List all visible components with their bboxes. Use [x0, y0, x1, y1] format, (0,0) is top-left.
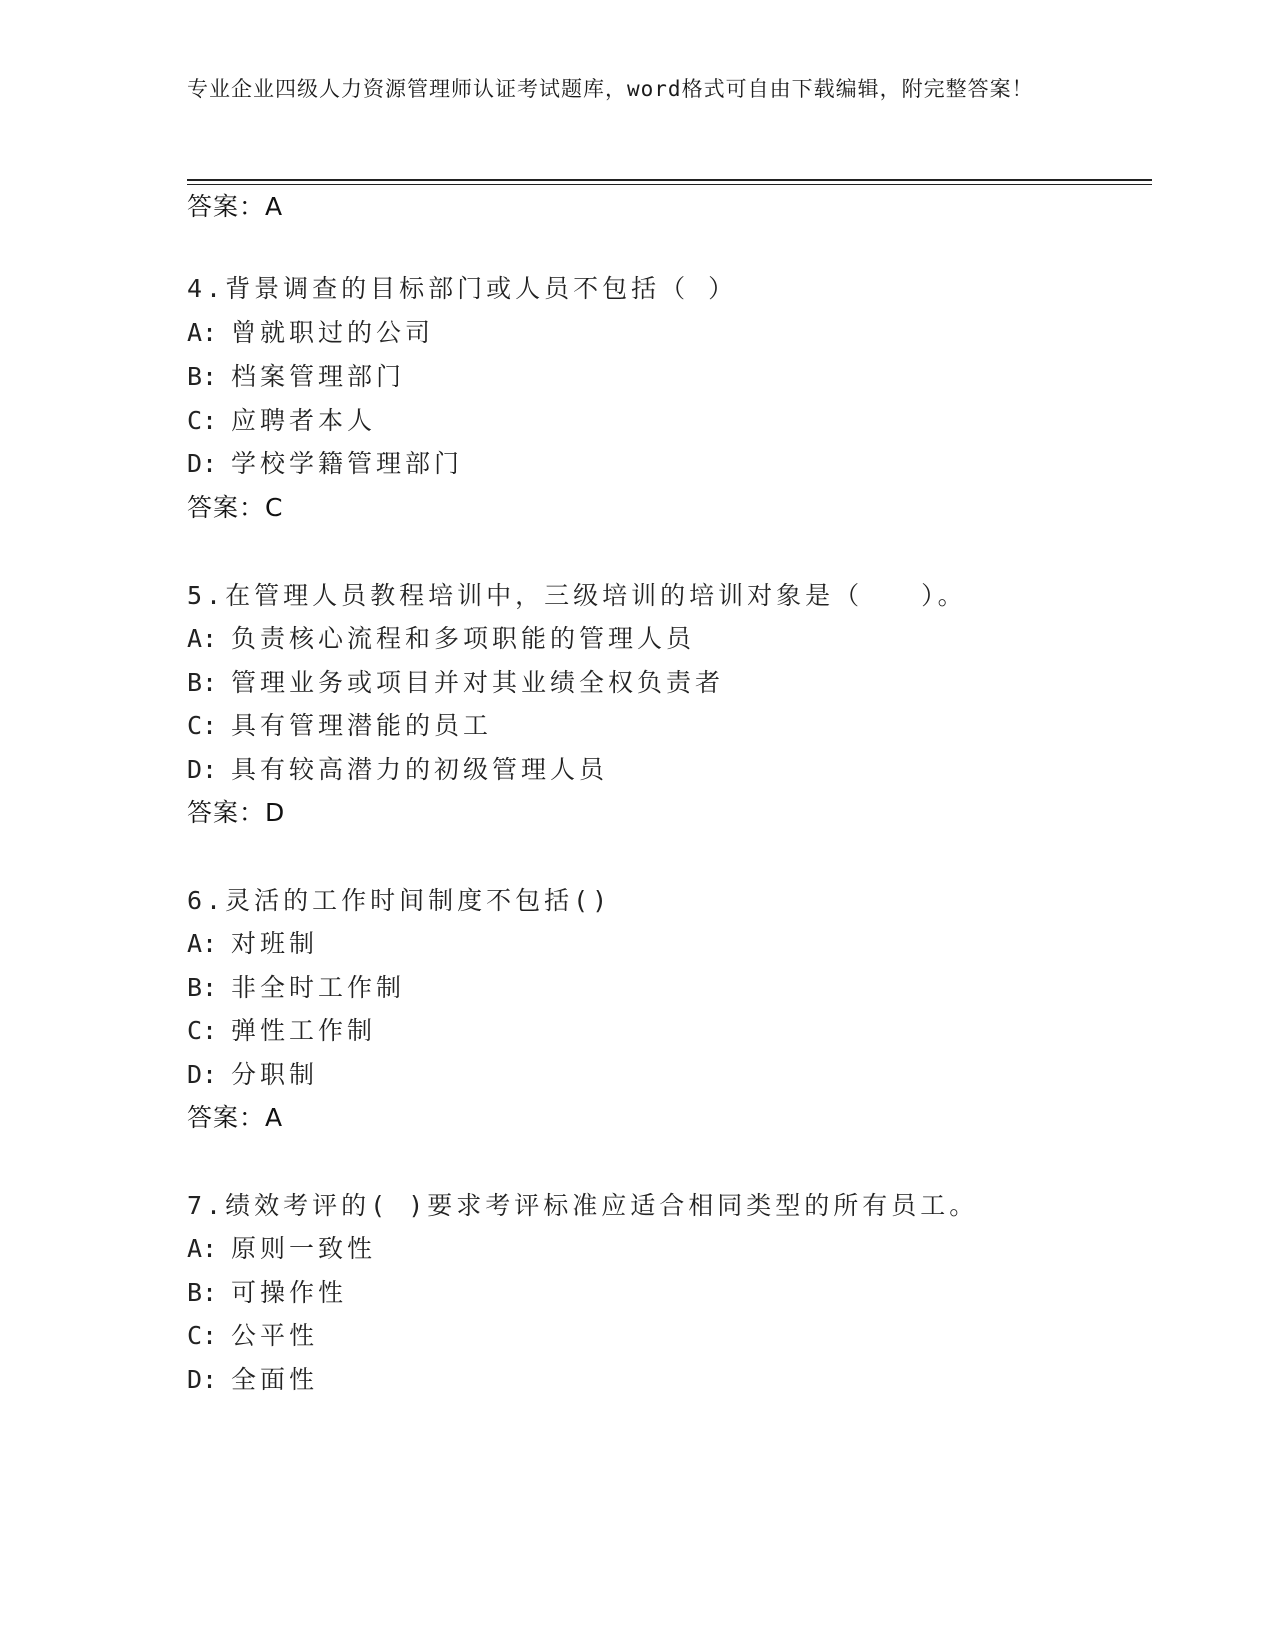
- option-item: [187, 1233, 376, 1265]
- option-key: B:: [187, 362, 218, 391]
- option-item: [187, 972, 405, 1004]
- option-text: 非全时工作制: [231, 973, 406, 1002]
- option-key: B:: [187, 1278, 218, 1307]
- option-text: 可操作性: [231, 1278, 348, 1307]
- option-item: [187, 1364, 318, 1396]
- question-text: 4.背景调查的目标部门或人员不包括（ ）: [187, 274, 738, 303]
- option-item: [187, 361, 405, 393]
- option-item: [187, 448, 463, 480]
- question-text: 5.在管理人员教程培训中，三级培训的培训对象是（ ）。: [187, 581, 967, 610]
- option-key: D:: [187, 1060, 218, 1089]
- option-text: 分职制: [231, 1060, 319, 1089]
- option-item: [187, 317, 434, 349]
- option-text: 公平性: [231, 1321, 319, 1350]
- option-text: 档案管理部门: [231, 362, 406, 391]
- option-key: A:: [187, 318, 218, 347]
- option-key: C:: [187, 1016, 218, 1045]
- option-key: C:: [187, 406, 218, 435]
- option-text: 应聘者本人: [231, 406, 377, 435]
- option-key: A:: [187, 1234, 218, 1263]
- option-item: [187, 623, 695, 655]
- document-header: 专业企业四级人力资源管理师认证考试题库，word格式可自由下载编辑，附完整答案！: [187, 77, 1034, 101]
- answer-line: 答案：A: [187, 192, 284, 221]
- answer-line: 答案：C: [187, 493, 284, 522]
- question-text: 6.灵活的工作时间制度不包括(): [187, 886, 612, 915]
- option-item: [187, 1015, 376, 1047]
- option-key: C:: [187, 1321, 218, 1350]
- option-key: B:: [187, 973, 218, 1002]
- header-divider: [187, 179, 1152, 181]
- option-text: 原则一致性: [231, 1234, 377, 1263]
- option-item: [187, 1320, 318, 1352]
- option-key: A:: [187, 624, 218, 653]
- option-item: [187, 710, 492, 742]
- option-text: 学校学籍管理部门: [231, 449, 464, 478]
- option-key: D:: [187, 1365, 218, 1394]
- option-item: [187, 928, 318, 960]
- option-key: A:: [187, 929, 218, 958]
- option-item: [187, 1059, 318, 1091]
- option-text: 全面性: [231, 1365, 319, 1394]
- option-key: D:: [187, 449, 218, 478]
- option-text: 负责核心流程和多项职能的管理人员: [231, 624, 696, 653]
- option-item: [187, 667, 724, 699]
- option-text: 曾就职过的公司: [231, 318, 435, 347]
- option-item: [187, 1277, 347, 1309]
- option-text: 具有较高潜力的初级管理人员: [231, 755, 609, 784]
- option-key: D:: [187, 755, 218, 784]
- question-text: 7.绩效考评的( )要求考评标准应适合相同类型的所有员工。: [187, 1191, 979, 1220]
- option-item: [187, 405, 376, 437]
- option-item: [187, 754, 608, 786]
- option-key: B:: [187, 668, 218, 697]
- answer-line: 答案：A: [187, 1103, 284, 1132]
- answer-line: 答案：D: [187, 798, 286, 827]
- option-text: 管理业务或项目并对其业绩全权负责者: [231, 668, 725, 697]
- option-text: 对班制: [231, 929, 319, 958]
- option-text: 具有管理潜能的员工: [231, 711, 493, 740]
- option-text: 弹性工作制: [231, 1016, 377, 1045]
- header-divider-secondary: [187, 184, 1152, 185]
- option-key: C:: [187, 711, 218, 740]
